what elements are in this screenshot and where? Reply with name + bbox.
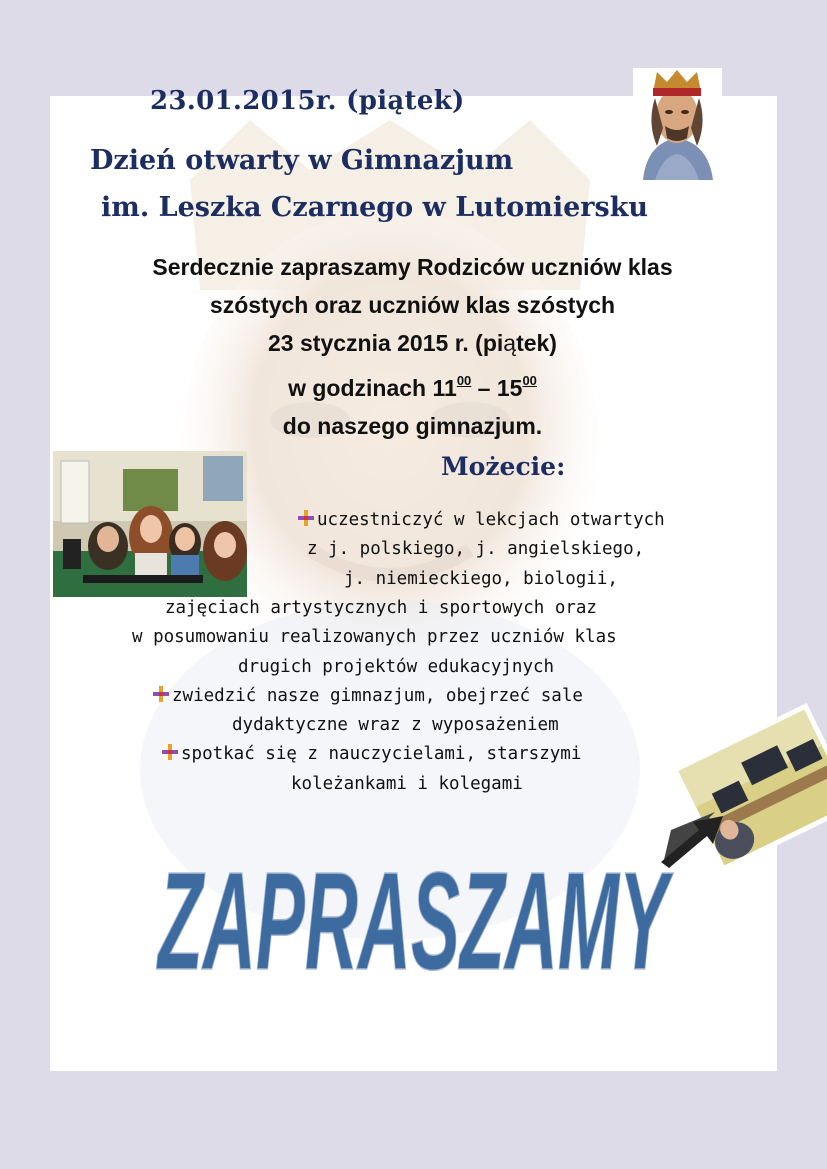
list-item [297,506,665,535]
banner-text: ZAPRASZAMY [156,844,674,1000]
list-item-continuation: w posumowaniu realizowanych przez uczniów klas [132,627,617,648]
invitation-text [60,248,765,445]
end-minutes: 00 [522,373,537,388]
students-photo [53,451,247,597]
list-item-continuation: j. niemieckiego, biologii, [344,568,618,589]
intro-line5: do naszego gimnazjum. [282,413,543,439]
list-item-text: spotkać się z nauczycielami, starszymi [181,744,582,765]
intro-line1: Serdecznie zapraszamy Rodziców uczniów klas [152,254,673,280]
list-item-continuation: koleżankami i kolegami [291,773,523,794]
list-item-text: uczestniczyć w lekcjach otwartych [317,510,665,530]
list-item [161,740,581,769]
start-minutes: 00 [456,373,472,388]
zapraszamy-banner [148,844,678,1030]
intro-line2: szóstych oraz uczniów klas szóstych [209,292,616,318]
intro-line4-a: w godzinach 11 [288,375,457,401]
bullet-icon [161,743,179,761]
intro-line3 [60,324,765,362]
computer-lab-photo [655,712,827,872]
patron-portrait-image [633,68,722,180]
page-title-line1: Dzień otwarty w Gimnazjum [90,145,514,176]
list-item-text: zwiedzić nasze gimnazjum, obejrzeć sale [172,685,583,706]
intro-line3-b: ą [503,330,517,356]
intro-line4 [60,362,765,407]
section-heading: Możecie: [441,452,566,481]
event-date: 23.01.2015r. (piątek) [150,86,465,116]
intro-line3-a: 23 stycznia 2015 r. (pi [268,330,504,356]
page-title-line2: im. Leszka Czarnego w Lutomiersku [101,192,649,223]
bullet-icon [152,685,170,703]
list-item-continuation: drugich projektów edukacyjnych [238,656,555,677]
bullet-icon [297,509,315,527]
intro-line3-c: tek) [516,330,557,356]
list-item-continuation: z j. polskiego, j. angielskiego, [307,539,645,560]
list-item [152,682,583,711]
list-item-continuation: zajęciach artystycznych i sportowych oraz [165,597,597,618]
list-item-continuation: dydaktyczne wraz z wyposażeniem [232,715,559,736]
intro-line4-dash: – 15 [471,375,523,401]
